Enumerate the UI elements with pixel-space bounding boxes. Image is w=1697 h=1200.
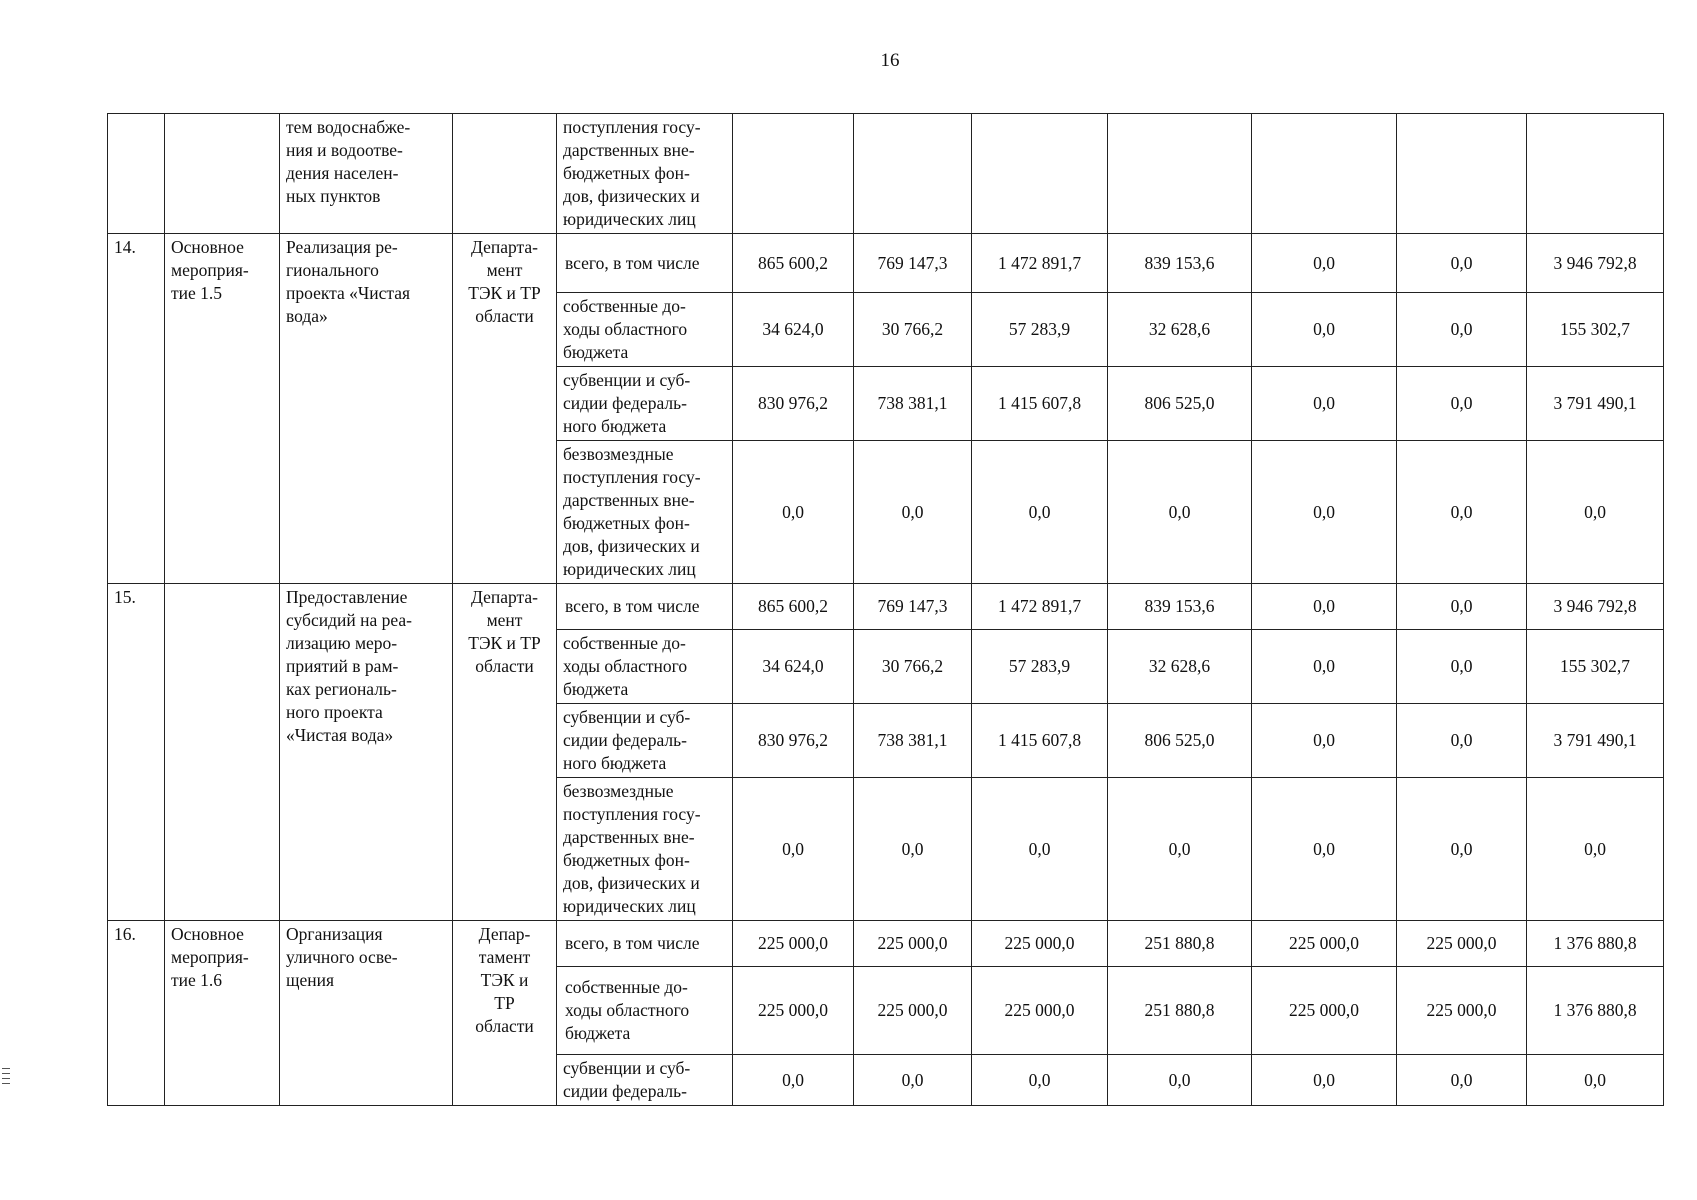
value-cell: 0,0 [1397,630,1527,704]
value-cell: 0,0 [1397,441,1527,584]
value-cell: 0,0 [1108,778,1252,921]
value-cell [733,114,854,234]
margin-tick [2,1083,10,1084]
value-cell [1108,114,1252,234]
value-cell [972,114,1108,234]
value-cell: 0,0 [972,441,1108,584]
value-cell: 0,0 [733,778,854,921]
value-cell: 3 946 792,8 [1527,234,1664,293]
value-cell: 3 791 490,1 [1527,704,1664,778]
value-cell: 225 000,0 [1397,921,1527,967]
value-cell: 1 376 880,8 [1527,921,1664,967]
value-cell: 225 000,0 [854,921,972,967]
value-cell: 225 000,0 [972,967,1108,1055]
value-cell: 0,0 [1527,778,1664,921]
value-cell: 0,0 [854,778,972,921]
value-cell: 0,0 [1252,367,1397,441]
value-cell: 865 600,2 [733,584,854,630]
value-cell: 0,0 [1397,584,1527,630]
value-cell: 738 381,1 [854,367,972,441]
event-type-cell: Основное мероприя- тие 1.6 [165,921,280,1106]
value-cell: 1 415 607,8 [972,367,1108,441]
value-cell: 0,0 [1397,234,1527,293]
funding-source-cell: всего, в том числе [557,234,733,293]
budget-table [107,113,1664,1106]
value-cell: 0,0 [1397,293,1527,367]
value-cell: 0,0 [1108,441,1252,584]
funding-source-cell: субвенции и суб- сидии федераль- [557,1055,733,1106]
row-number-cell: 14. [108,234,165,584]
row-number-cell: 15. [108,584,165,921]
value-cell: 0,0 [1252,584,1397,630]
value-cell: 0,0 [1397,1055,1527,1106]
value-cell: 0,0 [1252,630,1397,704]
value-cell: 1 376 880,8 [1527,967,1664,1055]
funding-source-cell: собственные до- ходы областного бюджета [557,630,733,704]
value-cell: 0,0 [733,441,854,584]
value-cell: 225 000,0 [854,967,972,1055]
executor-cell: Депар- тамент ТЭК и ТР области [453,921,557,1106]
value-cell [1397,114,1527,234]
event-type-cell: Основное мероприя- тие 1.5 [165,234,280,584]
value-cell: 225 000,0 [1397,967,1527,1055]
funding-source-cell: безвозмездные поступления госу- дарственных вне- бюджетных фон- дов, физических и юридических лиц [557,441,733,584]
value-cell: 839 153,6 [1108,234,1252,293]
table-row [108,234,1664,293]
value-cell: 830 976,2 [733,704,854,778]
value-cell: 57 283,9 [972,293,1108,367]
value-cell: 806 525,0 [1108,704,1252,778]
margin-tick [2,1073,10,1074]
value-cell: 225 000,0 [972,921,1108,967]
value-cell: 830 976,2 [733,367,854,441]
value-cell: 3 946 792,8 [1527,584,1664,630]
event-name-cell: Предоставление субсидий на реа- лизацию меро- приятий в рам- ках региональ- ного проекта «Чистая вода» [280,584,453,921]
value-cell: 0,0 [972,778,1108,921]
value-cell: 0,0 [1252,1055,1397,1106]
event-name-cell: Организация уличного осве- щения [280,921,453,1106]
value-cell: 34 624,0 [733,630,854,704]
value-cell: 155 302,7 [1527,293,1664,367]
executor-cell: Департа- мент ТЭК и ТР области [453,584,557,921]
value-cell [1252,114,1397,234]
funding-source-cell: собственные до- ходы областного бюджета [557,293,733,367]
value-cell: 0,0 [854,441,972,584]
value-cell: 30 766,2 [854,293,972,367]
funding-source-cell: безвозмездные поступления госу- дарственных вне- бюджетных фон- дов, физических и юридических лиц [557,778,733,921]
value-cell: 0,0 [1527,441,1664,584]
value-cell: 865 600,2 [733,234,854,293]
executor-cell [453,114,557,234]
value-cell: 0,0 [733,1055,854,1106]
value-cell [854,114,972,234]
funding-source-cell: субвенции и суб- сидии федераль- ного бюджета [557,367,733,441]
scan-margin-marks [2,1068,10,1088]
value-cell: 3 791 490,1 [1527,367,1664,441]
row-number-cell: 16. [108,921,165,1106]
value-cell: 0,0 [972,1055,1108,1106]
value-cell: 738 381,1 [854,704,972,778]
event-name-cell: Реализация ре- гионального проекта «Чистая вода» [280,234,453,584]
event-type-cell [165,584,280,921]
value-cell: 769 147,3 [854,584,972,630]
value-cell: 0,0 [1252,778,1397,921]
value-cell: 34 624,0 [733,293,854,367]
value-cell: 0,0 [1397,778,1527,921]
funding-source-cell: собственные до- ходы областного бюджета [557,967,733,1055]
table-row [108,921,1664,967]
value-cell: 225 000,0 [733,921,854,967]
value-cell: 0,0 [1527,1055,1664,1106]
margin-tick [2,1068,10,1069]
event-type-cell [165,114,280,234]
value-cell: 57 283,9 [972,630,1108,704]
value-cell: 0,0 [1252,441,1397,584]
value-cell: 0,0 [1397,704,1527,778]
value-cell: 0,0 [1397,367,1527,441]
value-cell: 30 766,2 [854,630,972,704]
value-cell: 769 147,3 [854,234,972,293]
value-cell: 839 153,6 [1108,584,1252,630]
funding-source-cell: поступления госу- дарственных вне- бюджетных фон- дов, физических и юридических лиц [557,114,733,234]
event-name-cell: тем водоснабже- ния и водоотве- дения населен- ных пунктов [280,114,453,234]
value-cell: 32 628,6 [1108,630,1252,704]
table-row [108,584,1664,630]
value-cell: 0,0 [1252,704,1397,778]
funding-source-cell: субвенции и суб- сидии федераль- ного бюджета [557,704,733,778]
value-cell: 155 302,7 [1527,630,1664,704]
value-cell: 1 472 891,7 [972,584,1108,630]
value-cell: 225 000,0 [1252,967,1397,1055]
value-cell [1527,114,1664,234]
value-cell: 806 525,0 [1108,367,1252,441]
value-cell: 251 880,8 [1108,967,1252,1055]
value-cell: 32 628,6 [1108,293,1252,367]
value-cell: 0,0 [1108,1055,1252,1106]
table-row [108,114,1664,234]
value-cell: 0,0 [1252,234,1397,293]
executor-cell: Департа- мент ТЭК и ТР области [453,234,557,584]
value-cell: 225 000,0 [1252,921,1397,967]
page-number: 16 [880,50,900,71]
value-cell: 1 472 891,7 [972,234,1108,293]
funding-source-cell: всего, в том числе [557,921,733,967]
value-cell: 225 000,0 [733,967,854,1055]
margin-tick [2,1078,10,1079]
value-cell: 0,0 [1252,293,1397,367]
funding-source-cell: всего, в том числе [557,584,733,630]
value-cell: 0,0 [854,1055,972,1106]
value-cell: 1 415 607,8 [972,704,1108,778]
row-number-cell [108,114,165,234]
value-cell: 251 880,8 [1108,921,1252,967]
